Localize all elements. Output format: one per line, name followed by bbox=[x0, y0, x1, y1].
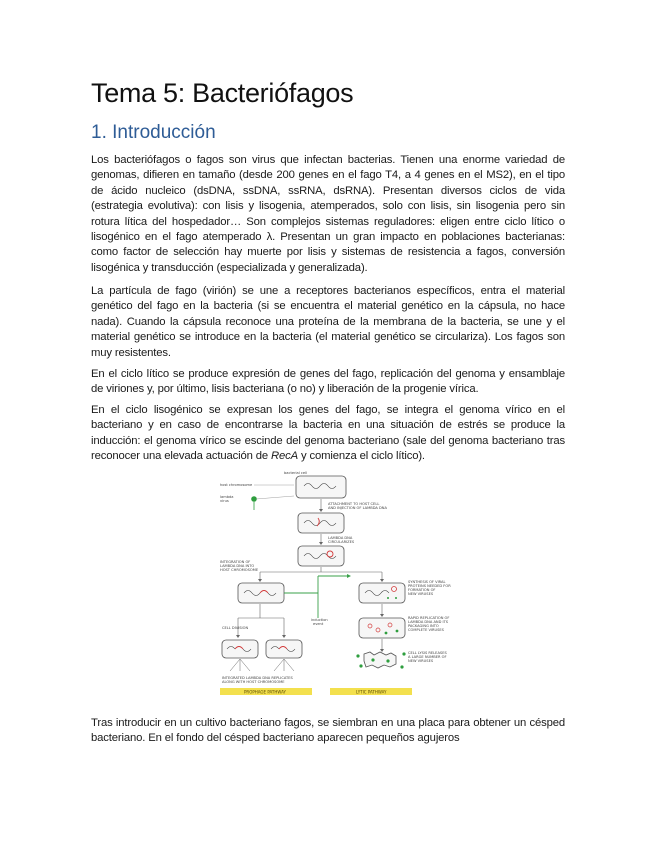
daughter-cell-b bbox=[266, 640, 302, 658]
label-lambda-virus: lambda virus bbox=[220, 495, 234, 503]
label-attachment: ATTACHMENT TO HOST CELL AND INJECTION OF LAMBDA DNA bbox=[328, 502, 387, 510]
paragraph-lysogenic-text-b: y comienza el ciclo lítico). bbox=[298, 450, 425, 463]
virus-icon bbox=[251, 496, 257, 502]
reca-term: RecA bbox=[271, 450, 299, 463]
cell-circularized bbox=[298, 546, 344, 566]
paragraph-lysogenic-cycle bbox=[91, 403, 565, 465]
paragraph-intro: Los bacteriófagos o fagos son virus que infectan bacterias. Tienen una enorme variedad de genomas, difieren en tamaño (desde 200 genes en el fago T4, a 4 genes en el MS2), en el tipo de ácido nucleico (dsDNA, ssDNA, ssRNA, dsRNA). Presentan diversos ciclos de vida (estrategia evolutiva): con lisis y lisogenia, atemperados, solo con lisis, sin lisogenia pero sin rotura lítica del hospedador… Son complejos sistemas reguladores: eligen entre ciclo lítico o lisogénico en el fago atemperado λ. Presentan un gran impacto en poblaciones bacterianas: como factor de selección hay muerte por lisis y sistemas de resistencia a fagos, conversión lisogénica y transducción (especializada y generalizada). bbox=[91, 154, 565, 274]
paragraph-lytic-cycle: En el ciclo lítico se produce expresión de genes del fago, replicación del genoma y ensamblaje de viriones y, por último, lisis bacteriana (o no) y liberación de la progenie vírica. bbox=[91, 368, 565, 396]
label-host-chromosome: host chromosome bbox=[220, 483, 253, 487]
label-circularizes: LAMBDA DNA CIRCULARIZES bbox=[328, 536, 355, 544]
paragraph-virion: La partícula de fago (virión) se une a receptores bacterianos específicos, entra el material genético del fago en la bacteria (si se encuentra el material genético en la cápsula, no hace nada). Cuando la cápsula reconoce una proteína de la membrana de la bacteria, se une y el material genético se introduce en la bacteria (el material genético se circulariza). Los fagos son muy resistentes. bbox=[91, 285, 565, 359]
paragraph-lysogenic-text-a: En el ciclo lisogénico se expresan los genes del fago, se integra el genoma vírico en el bacteriano y en caso de encontrarse la bacteria en una situación de estrés se produce la inducción: el genoma vírico se escinde del genoma bacteriano (sale del genoma bacteriano tras reconocer una elevada actuación de bbox=[91, 404, 565, 463]
label-cell-lysis: CELL LYSIS RELEASES A LARGE NUMBER OF NEW VIRUSES bbox=[408, 651, 447, 663]
label-integration: INTEGRATION OF LAMBDA DNA INTO HOST CHROMOSOME bbox=[220, 560, 259, 572]
lambda-lifecycle-diagram bbox=[218, 468, 451, 704]
cell-injection bbox=[298, 513, 344, 533]
cell-replication bbox=[359, 618, 405, 638]
cell-integration bbox=[238, 583, 284, 603]
lysed-cell bbox=[364, 652, 396, 668]
label-lytic-pathway: LYTIC PATHWAY bbox=[356, 689, 387, 695]
label-integrated-replicates: INTEGRATED LAMBDA DNA REPLICATES ALONG WITH HOST CHROMOSOME bbox=[222, 676, 293, 684]
paragraph-plaques: Tras introducir en un cultivo bacteriano fagos, se siembran en una placa para obtener un césped bacteriano. En el fondo del césped bacteriano aparecen pequeños agujeros bbox=[91, 717, 565, 745]
page-title: Tema 5: Bacteriófagos bbox=[91, 78, 354, 108]
lambda-lifecycle-figure bbox=[218, 468, 451, 704]
label-prophage-pathway: PROPHAGE PATHWAY bbox=[244, 689, 286, 695]
label-rapid-replication: RAPID REPLICATION OF LAMBDA DNA AND ITS PACKAGING INTO COMPLETE VIRUSES bbox=[408, 616, 450, 632]
label-synthesis: SYNTHESIS OF VIRAL PROTEINS NEEDED FOR FORMATION OF NEW VIRUSES bbox=[408, 580, 451, 596]
label-induction: induction event bbox=[311, 618, 328, 626]
cell-top bbox=[296, 476, 346, 498]
daughter-cell-a bbox=[222, 640, 258, 658]
cell-synthesis bbox=[359, 583, 405, 603]
section-heading: 1. Introducción bbox=[91, 122, 216, 143]
label-bacterial-cell: bacterial cell bbox=[284, 471, 308, 475]
label-cell-division: CELL DIVISION bbox=[222, 626, 249, 630]
